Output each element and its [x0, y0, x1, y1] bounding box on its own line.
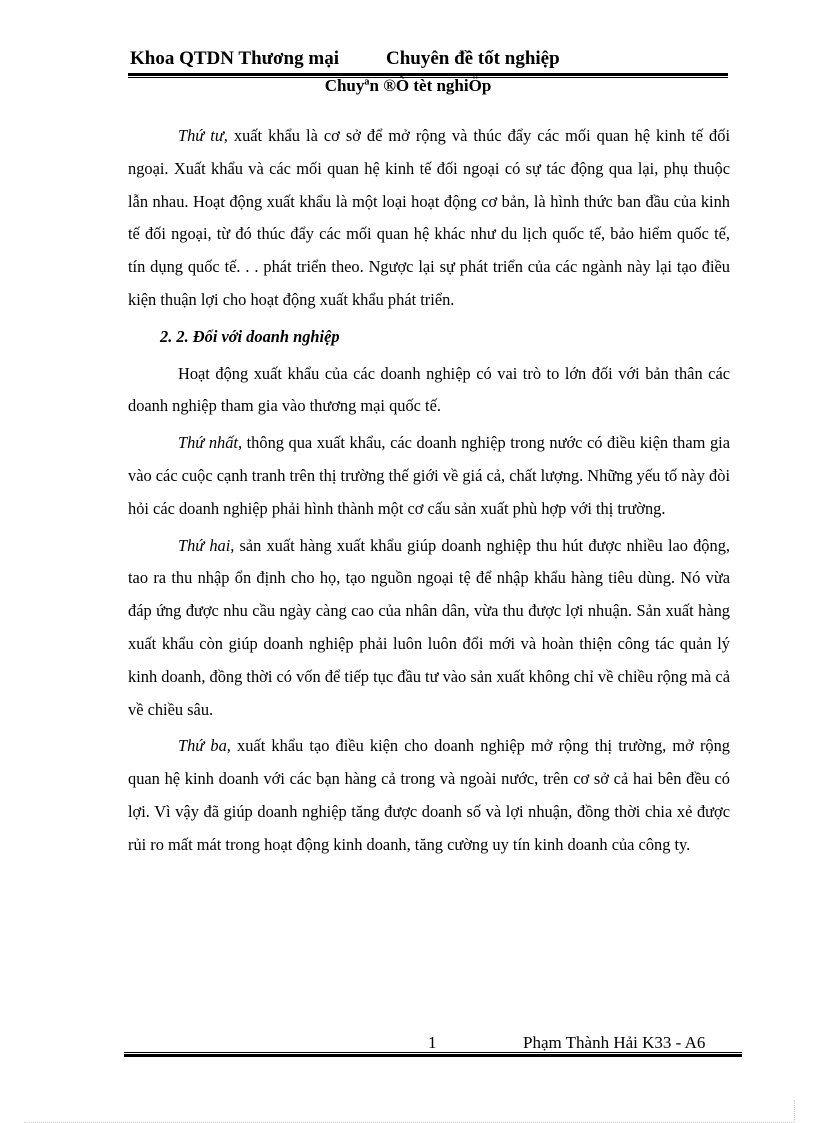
- paragraph-1-text: xuất khẩu là cơ sở để mở rộng và thúc đẩy các mối quan hệ kinh tế đối ngoại. Xuất khẩu và các mối quan hệ kinh tế đối ngoại có sự tác động qua lại, phụ thuộc lẫn nhau. Hoạt động xuất khẩu là một loại hoạt động cơ bản, là hình thức ban đầu của kinh tế đối ngoại, từ đó thúc đẩy các mối quan hệ khác như du lịch quốc tế, bảo hiểm quốc tế, tín dụng quốc tế. . . phát triển theo. Ngược lại sự phát triển của các ngành này lại tạo điều kiện thuận lợi cho hoạt động xuất khẩu phát triển.: [128, 126, 730, 309]
- page-number: 1: [428, 1033, 437, 1052]
- paragraph-4-text: sản xuất hàng xuất khẩu giúp doanh nghiệp thu hút được nhiều lao động, tao ra thu nhập ổn định cho họ, tạo nguồn ngoại tệ để nhập khẩu hàng tiêu dùng. Nó vừa đáp ứng được nhu cầu ngày càng cao của nhân dân, vừa thu được lợi nhuận. Sản xuất hàng xuất khẩu còn giúp doanh nghiệp phải luôn luôn đổi mới và hoàn thiện công tác quản lý kinh doanh, đồng thời có vốn để tiếp tục đầu tư vào sản xuất không chỉ về chiều rộng mà cả về chiều sâu.: [128, 535, 730, 719]
- footer-rule: [124, 1052, 742, 1057]
- paragraph-4: [128, 530, 730, 727]
- header-department: Khoa QTDN Thương mại: [130, 48, 339, 69]
- footer-author: Phạm Thành Hải K33 - A6: [523, 1033, 706, 1052]
- header-subtitle: Chuyªn ®Ò tèt nghiÖp: [324, 76, 492, 95]
- paragraph-5: [128, 730, 730, 861]
- page-right-edge: [794, 1100, 795, 1122]
- paragraph-5-text: xuất khẩu tạo điều kiện cho doanh nghiệp mở rộng thị trường, mở rộng quan hệ kinh doanh với các bạn hàng cả trong và ngoài nước, trên cơ sở cả hai bên đều có lợi. Vì vậy đã giúp doanh nghiệp tăng được doanh số và lợi nhuận, đồng thời chia xẻ được rủi ro mất mát trong hoạt động kinh doanh, tăng cường uy tín kinh doanh của công ty.: [128, 736, 730, 854]
- paragraph-5-lead: Thứ ba,: [178, 736, 231, 756]
- document-body: [128, 120, 730, 866]
- paragraph-1: [128, 120, 730, 317]
- paragraph-4-lead: Thứ hai,: [178, 535, 235, 555]
- section-heading: 2. 2. Đối với doanh nghiệp: [160, 326, 340, 346]
- paragraph-2-text: Hoạt động xuất khẩu của các doanh nghiệp có vai trò to lớn đối với bản thân các doanh nghiệp tham gia vào thương mại quốc tế.: [128, 363, 730, 416]
- paragraph-3-lead: Thứ nhất,: [178, 433, 243, 453]
- paragraph-3-text: thông qua xuất khẩu, các doanh nghiệp trong nước có điều kiện tham gia vào các cuộc cạnh tranh trên thị trường thế giới về giá cả, chất lượng. Những yếu tố này đòi hỏi các doanh nghiệp phải hình thành một cơ cấu sản xuất phù hợp với thị trường.: [128, 433, 731, 518]
- paragraph-1-lead: Thứ tư,: [178, 126, 228, 145]
- paragraph-3: [128, 427, 730, 525]
- header-document-type: Chuyên đề tốt nghiệp: [386, 48, 560, 69]
- paragraph-2: [128, 358, 730, 424]
